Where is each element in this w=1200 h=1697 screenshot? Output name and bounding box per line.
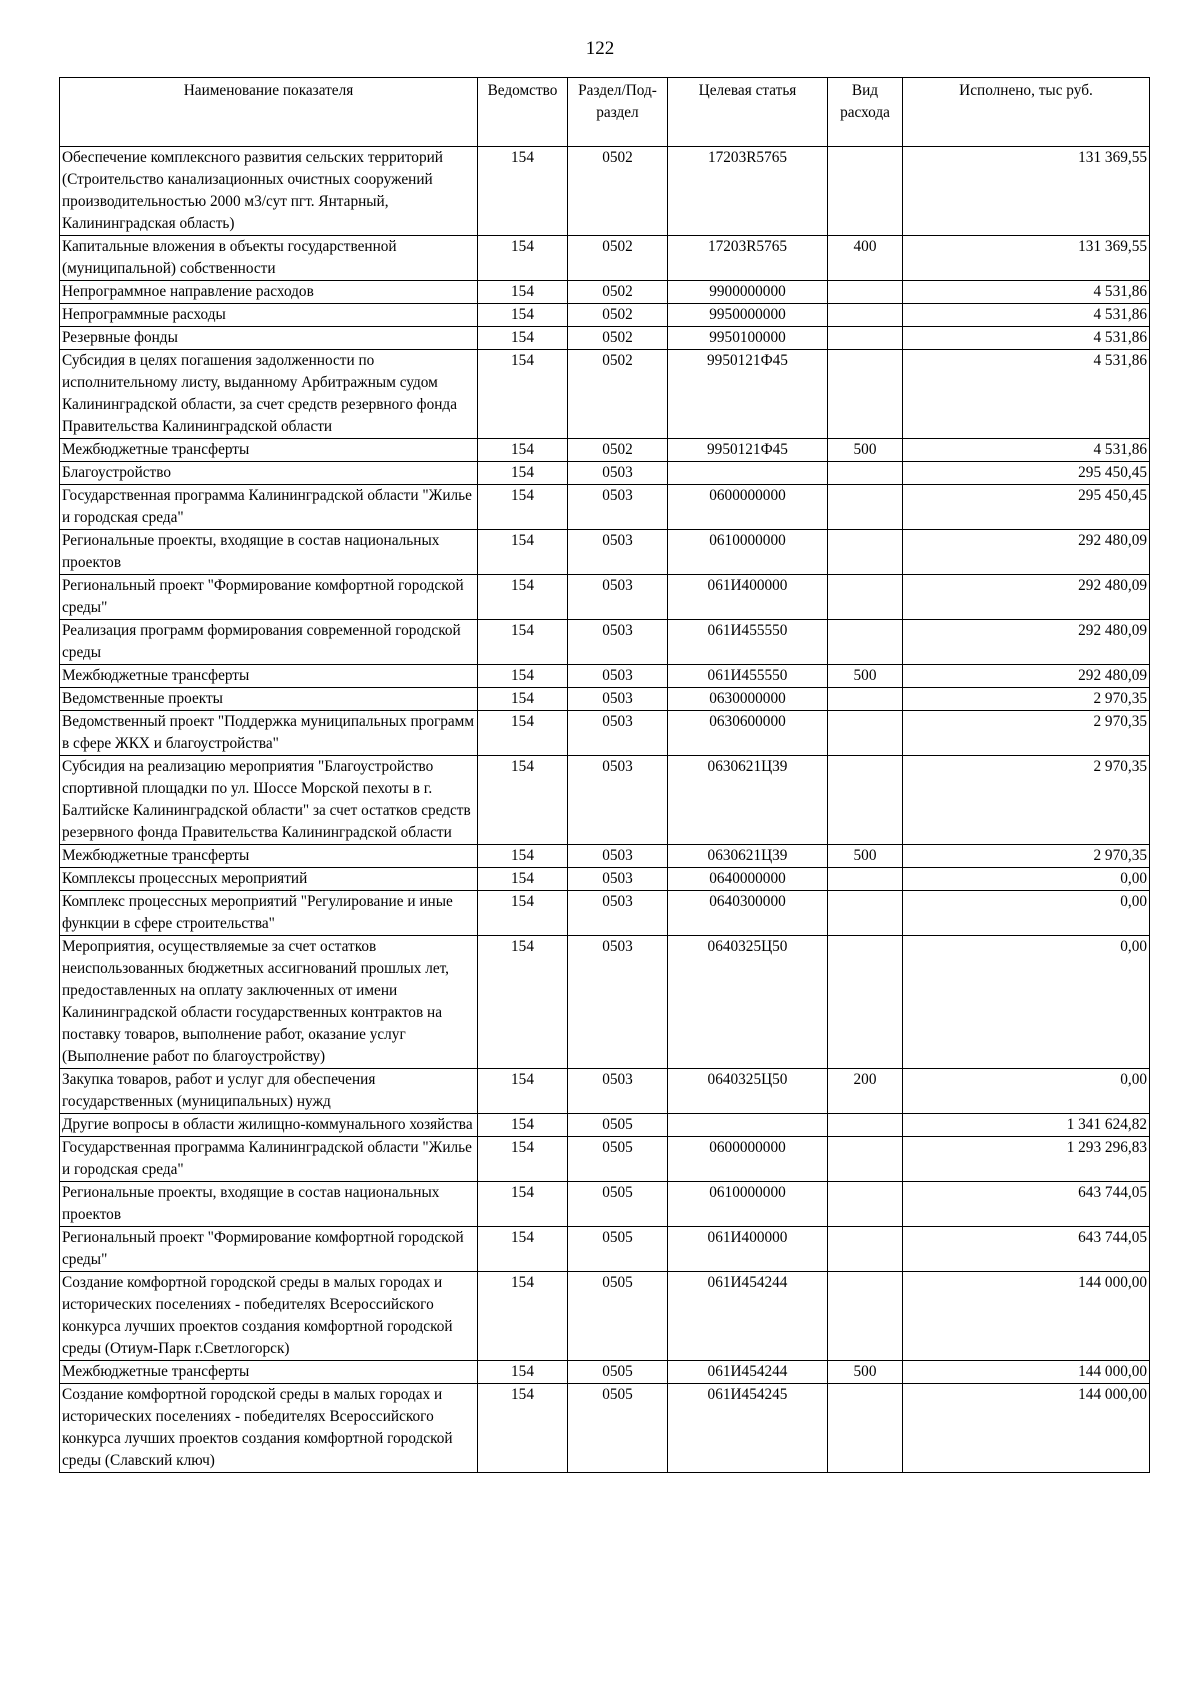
cell-section: 0503 [568,688,668,711]
cell-sum: 131 369,55 [903,236,1150,281]
cell-name: Комплексы процессных мероприятий [60,868,478,891]
cell-article: 9900000000 [668,281,828,304]
cell-sum: 4 531,86 [903,439,1150,462]
cell-sum: 0,00 [903,1069,1150,1114]
cell-kind [828,1384,903,1473]
cell-sum: 131 369,55 [903,147,1150,236]
cell-article: 0600000000 [668,1137,828,1182]
cell-dept: 154 [478,530,568,575]
table-row [60,304,1150,327]
cell-name: Обеспечение комплексного развития сельских территорий (Строительство канализационных очистных сооружений производительностью 2000 м3/сут пгт. Янтарный, Калининградская область) [60,147,478,236]
cell-sum: 643 744,05 [903,1182,1150,1227]
table-row [60,147,1150,236]
cell-sum: 292 480,09 [903,665,1150,688]
cell-section: 0505 [568,1272,668,1361]
cell-article: 0640300000 [668,891,828,936]
cell-kind [828,711,903,756]
cell-article: 061И454244 [668,1272,828,1361]
cell-dept: 154 [478,1361,568,1384]
table-row [60,575,1150,620]
table-row [60,485,1150,530]
table-row [60,1384,1150,1473]
cell-section: 0503 [568,756,668,845]
cell-article: 9950100000 [668,327,828,350]
cell-dept: 154 [478,1137,568,1182]
cell-section: 0505 [568,1182,668,1227]
cell-dept: 154 [478,665,568,688]
cell-name: Межбюджетные трансферты [60,439,478,462]
cell-article: 0630621Ц39 [668,845,828,868]
cell-kind: 500 [828,439,903,462]
table-row [60,620,1150,665]
cell-name: Капитальные вложения в объекты государственной (муниципальной) собственности [60,236,478,281]
cell-sum: 643 744,05 [903,1227,1150,1272]
cell-dept: 154 [478,1384,568,1473]
cell-name: Благоустройство [60,462,478,485]
cell-section: 0502 [568,236,668,281]
header-name: Наименование показателя [60,78,478,147]
cell-name: Создание комфортной городской среды в малых городах и исторических поселениях - победителях Всероссийского конкурса лучших проектов создания комфортной городской среды (Отиум-Парк г.Светлогорск) [60,1272,478,1361]
cell-section: 0503 [568,530,668,575]
header-kind: Вид расхода [828,78,903,147]
table-row [60,1182,1150,1227]
cell-dept: 154 [478,1182,568,1227]
cell-name: Государственная программа Калининградской области "Жилье и городская среда" [60,1137,478,1182]
cell-kind [828,575,903,620]
cell-sum: 144 000,00 [903,1272,1150,1361]
cell-section: 0505 [568,1384,668,1473]
cell-dept: 154 [478,350,568,439]
table-row [60,327,1150,350]
table-row [60,688,1150,711]
cell-section: 0503 [568,868,668,891]
cell-dept: 154 [478,868,568,891]
cell-article: 061И454244 [668,1361,828,1384]
table-row [60,1069,1150,1114]
table-row [60,439,1150,462]
table-row [60,462,1150,485]
cell-kind: 500 [828,665,903,688]
cell-sum: 0,00 [903,891,1150,936]
cell-kind [828,147,903,236]
cell-kind: 500 [828,845,903,868]
cell-article: 9950121Ф45 [668,350,828,439]
cell-kind [828,1227,903,1272]
cell-name: Закупка товаров, работ и услуг для обеспечения государственных (муниципальных) нужд [60,1069,478,1114]
table-row [60,756,1150,845]
cell-name: Непрограммные расходы [60,304,478,327]
cell-sum: 0,00 [903,936,1150,1069]
cell-kind [828,868,903,891]
cell-kind [828,891,903,936]
cell-dept: 154 [478,688,568,711]
cell-dept: 154 [478,327,568,350]
cell-sum: 2 970,35 [903,711,1150,756]
cell-kind: 200 [828,1069,903,1114]
cell-dept: 154 [478,845,568,868]
cell-name: Другие вопросы в области жилищно-коммунального хозяйства [60,1114,478,1137]
header-sum: Исполнено, тыс руб. [903,78,1150,147]
cell-sum: 2 970,35 [903,845,1150,868]
cell-dept: 154 [478,439,568,462]
table-row [60,530,1150,575]
cell-section: 0503 [568,845,668,868]
cell-kind [828,350,903,439]
cell-kind [828,620,903,665]
cell-article: 0610000000 [668,530,828,575]
cell-section: 0502 [568,439,668,462]
cell-name: Субсидия на реализацию мероприятия "Благоустройство спортивной площадки по ул. Шоссе Морской пехоты в г. Балтийске Калининградской области" за счет остатков средств резервного фонда Правительства Калининградской области [60,756,478,845]
table-row [60,350,1150,439]
cell-section: 0505 [568,1114,668,1137]
table-row [60,1227,1150,1272]
cell-kind [828,530,903,575]
cell-dept: 154 [478,462,568,485]
cell-kind [828,756,903,845]
cell-name: Ведомственные проекты [60,688,478,711]
cell-name: Межбюджетные трансферты [60,845,478,868]
cell-section: 0503 [568,711,668,756]
cell-name: Ведомственный проект "Поддержка муниципальных программ в сфере ЖКХ и благоустройства" [60,711,478,756]
cell-dept: 154 [478,936,568,1069]
cell-section: 0503 [568,462,668,485]
cell-sum: 1 293 296,83 [903,1137,1150,1182]
table-row [60,1114,1150,1137]
cell-article: 0640000000 [668,868,828,891]
cell-dept: 154 [478,281,568,304]
table-row [60,1361,1150,1384]
cell-name: Региональные проекты, входящие в состав национальных проектов [60,1182,478,1227]
cell-name: Субсидия в целях погашения задолженности по исполнительному листу, выданному Арбитражным судом Калининградской области, за счет средств резервного фонда Правительства Калининградской области [60,350,478,439]
table-row [60,665,1150,688]
cell-dept: 154 [478,147,568,236]
cell-kind [828,485,903,530]
table-row [60,936,1150,1069]
cell-article [668,462,828,485]
cell-article: 9950121Ф45 [668,439,828,462]
cell-article: 061И400000 [668,1227,828,1272]
cell-sum: 295 450,45 [903,485,1150,530]
cell-name: Реализация программ формирования современной городской среды [60,620,478,665]
cell-name: Резервные фонды [60,327,478,350]
budget-execution-table [59,77,1150,1473]
cell-sum: 4 531,86 [903,327,1150,350]
cell-dept: 154 [478,1272,568,1361]
cell-sum: 292 480,09 [903,575,1150,620]
cell-kind [828,281,903,304]
header-article: Целевая статья [668,78,828,147]
cell-kind [828,462,903,485]
cell-dept: 154 [478,304,568,327]
cell-section: 0502 [568,327,668,350]
cell-section: 0503 [568,620,668,665]
table-row [60,1272,1150,1361]
cell-dept: 154 [478,575,568,620]
table-row [60,281,1150,304]
cell-dept: 154 [478,891,568,936]
cell-dept: 154 [478,620,568,665]
cell-dept: 154 [478,236,568,281]
cell-article: 0600000000 [668,485,828,530]
cell-article: 17203R5765 [668,147,828,236]
cell-kind: 400 [828,236,903,281]
cell-name: Региональный проект "Формирование комфортной городской среды" [60,1227,478,1272]
cell-dept: 154 [478,485,568,530]
cell-name: Непрограммное направление расходов [60,281,478,304]
cell-sum: 2 970,35 [903,756,1150,845]
cell-section: 0502 [568,350,668,439]
cell-section: 0502 [568,147,668,236]
cell-kind [828,304,903,327]
cell-article: 9950000000 [668,304,828,327]
cell-name: Создание комфортной городской среды в малых городах и исторических поселениях - победителях Всероссийского конкурса лучших проектов создания комфортной городской среды (Славский ключ) [60,1384,478,1473]
header-dept: Ведомство [478,78,568,147]
cell-article: 061И400000 [668,575,828,620]
cell-article: 061И455550 [668,665,828,688]
cell-kind [828,1114,903,1137]
cell-article: 0630621Ц39 [668,756,828,845]
cell-section: 0502 [568,281,668,304]
table-row [60,711,1150,756]
cell-section: 0503 [568,936,668,1069]
cell-sum: 4 531,86 [903,350,1150,439]
table-row [60,1137,1150,1182]
cell-name: Региональные проекты, входящие в состав национальных проектов [60,530,478,575]
cell-name: Межбюджетные трансферты [60,665,478,688]
cell-article: 0630000000 [668,688,828,711]
cell-section: 0503 [568,891,668,936]
cell-article: 061И455550 [668,620,828,665]
cell-dept: 154 [478,1114,568,1137]
cell-section: 0505 [568,1137,668,1182]
table-row [60,236,1150,281]
cell-dept: 154 [478,711,568,756]
cell-kind [828,936,903,1069]
cell-section: 0503 [568,665,668,688]
cell-section: 0505 [568,1361,668,1384]
cell-article: 0640325Ц50 [668,936,828,1069]
cell-article: 0630600000 [668,711,828,756]
cell-kind [828,327,903,350]
cell-sum: 4 531,86 [903,281,1150,304]
cell-name: Региональный проект "Формирование комфортной городской среды" [60,575,478,620]
cell-article: 061И454245 [668,1384,828,1473]
cell-section: 0503 [568,1069,668,1114]
cell-article: 0610000000 [668,1182,828,1227]
table-row [60,845,1150,868]
cell-name: Межбюджетные трансферты [60,1361,478,1384]
cell-dept: 154 [478,756,568,845]
header-section: Раздел/Под-раздел [568,78,668,147]
cell-section: 0505 [568,1227,668,1272]
cell-name: Мероприятия, осуществляемые за счет остатков неиспользованных бюджетных ассигнований прошлых лет, предоставленных на оплату заключенных от имени Калининградской области государственных контрактов на поставку товаров, выполнение работ, оказание услуг (Выполнение работ по благоустройству) [60,936,478,1069]
cell-section: 0503 [568,575,668,620]
table-header-row [60,78,1150,147]
cell-sum: 144 000,00 [903,1384,1150,1473]
cell-kind: 500 [828,1361,903,1384]
cell-name: Государственная программа Калининградской области "Жилье и городская среда" [60,485,478,530]
page-number: 122 [585,38,615,59]
cell-sum: 144 000,00 [903,1361,1150,1384]
cell-sum: 292 480,09 [903,620,1150,665]
table-row [60,891,1150,936]
cell-kind [828,688,903,711]
cell-sum: 2 970,35 [903,688,1150,711]
cell-kind [828,1272,903,1361]
cell-article [668,1114,828,1137]
cell-dept: 154 [478,1227,568,1272]
cell-section: 0502 [568,304,668,327]
cell-sum: 292 480,09 [903,530,1150,575]
cell-sum: 295 450,45 [903,462,1150,485]
table-row [60,868,1150,891]
cell-dept: 154 [478,1069,568,1114]
cell-sum: 4 531,86 [903,304,1150,327]
cell-name: Комплекс процессных мероприятий "Регулирование и иные функции в сфере строительства" [60,891,478,936]
cell-sum: 0,00 [903,868,1150,891]
cell-kind [828,1137,903,1182]
cell-kind [828,1182,903,1227]
cell-article: 0640325Ц50 [668,1069,828,1114]
cell-article: 17203R5765 [668,236,828,281]
cell-sum: 1 341 624,82 [903,1114,1150,1137]
cell-section: 0503 [568,485,668,530]
